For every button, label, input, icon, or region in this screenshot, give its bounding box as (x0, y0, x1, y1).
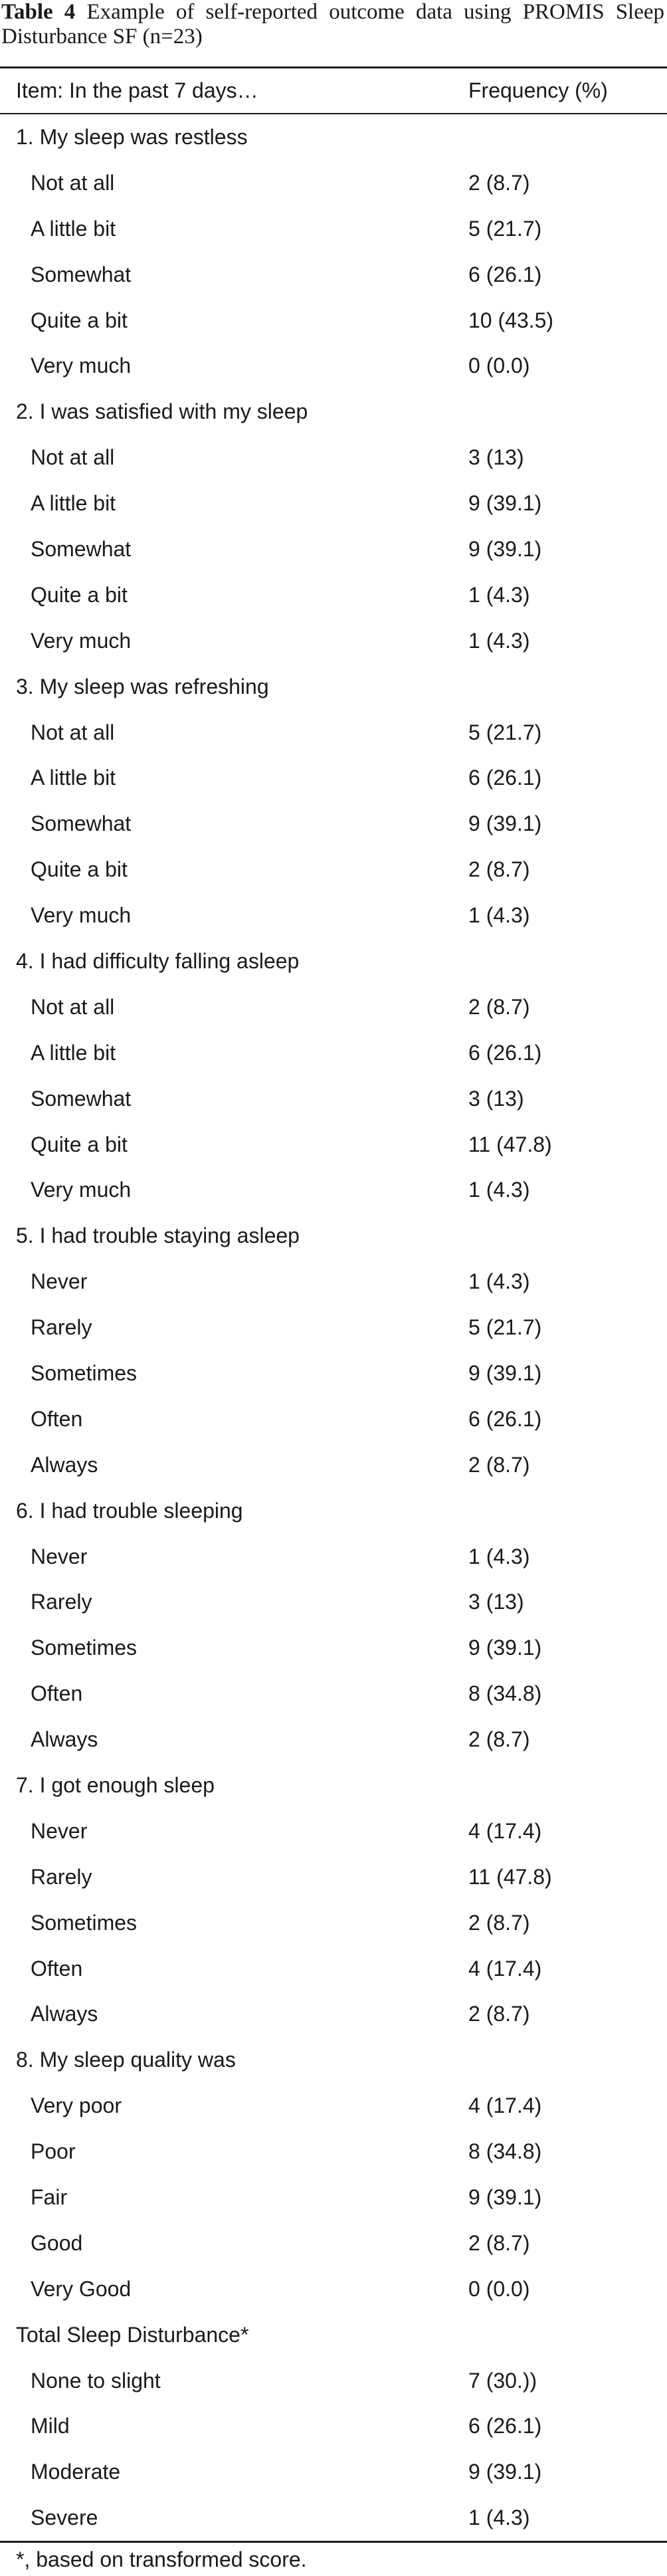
response-label: Very Good (31, 2276, 132, 2301)
frequency-value: 1 (4.3) (468, 903, 530, 928)
table-row (0, 526, 667, 572)
frequency-value: 2 (8.7) (468, 2002, 530, 2026)
frequency-value: 2 (8.7) (468, 994, 530, 1019)
response-label: Rarely (31, 1315, 92, 1340)
table-caption-text: Example of self-reported outcome data using PROMIS Sleep Disturbance SF (n=23) (1, 0, 665, 49)
frequency-value: 2 (8.7) (468, 1727, 530, 1752)
response-label: Quite a bit (31, 1132, 128, 1156)
table-caption (1, 0, 664, 49)
response-label: Not at all (31, 170, 115, 195)
frequency-value: 1 (4.3) (468, 582, 530, 607)
table-row (0, 343, 667, 389)
frequency-value: 1 (4.3) (468, 1269, 530, 1294)
table-section-row (0, 938, 667, 984)
frequency-value: 9 (39.1) (468, 2185, 542, 2210)
table-row (0, 435, 667, 481)
response-label: Always (31, 1727, 98, 1752)
frequency-value: 6 (26.1) (468, 2414, 542, 2438)
response-label: Poor (31, 2139, 76, 2164)
table-row (0, 1030, 667, 1076)
header-item: Item: In the past 7 days… (16, 78, 258, 102)
table-section-row (0, 1213, 667, 1259)
table-row (0, 1076, 667, 1122)
response-label: Quite a bit (31, 857, 128, 882)
table-row (0, 1350, 667, 1396)
frequency-value: 8 (34.8) (468, 2139, 542, 2164)
response-label: Never (31, 1818, 88, 1843)
table-row (0, 1808, 667, 1854)
frequency-value: 6 (26.1) (468, 262, 542, 286)
response-label: Always (31, 2002, 98, 2026)
section-label: 2. I was satisfied with my sleep (16, 399, 308, 424)
response-label: Somewhat (31, 536, 132, 561)
response-label: Somewhat (31, 262, 132, 286)
header-frequency: Frequency (%) (468, 78, 608, 102)
frequency-value: 0 (0.0) (468, 2276, 530, 2301)
frequency-value: 2 (8.7) (468, 857, 530, 882)
frequency-value: 3 (13) (468, 1590, 524, 1614)
response-label: Never (31, 1544, 88, 1568)
frequency-value: 11 (47.8) (468, 1864, 552, 1889)
response-label: Often (31, 1956, 83, 1981)
response-label: Sometimes (31, 1360, 138, 1385)
table-row (0, 1122, 667, 1168)
response-label: Often (31, 1406, 83, 1431)
response-label: Somewhat (31, 1086, 132, 1111)
frequency-value: 5 (21.7) (468, 216, 542, 241)
frequency-value: 1 (4.3) (468, 628, 530, 653)
frequency-value: 11 (47.8) (468, 1132, 552, 1156)
table-row (0, 1442, 667, 1488)
table-row (0, 1259, 667, 1305)
section-label: 7. I got enough sleep (16, 1773, 215, 1797)
response-label: Fair (31, 2185, 68, 2210)
table-row (0, 252, 667, 298)
table-row (0, 298, 667, 344)
section-label: 4. I had difficulty falling asleep (16, 948, 300, 973)
frequency-value: 8 (34.8) (468, 1681, 542, 1706)
response-label: Rarely (31, 1864, 92, 1889)
table-row (0, 1717, 667, 1763)
table-header-row (0, 68, 667, 113)
table-row (0, 1854, 667, 1900)
frequency-value: 9 (39.1) (468, 1360, 542, 1385)
table-row (0, 481, 667, 526)
table-row (0, 1625, 667, 1671)
frequency-value: 4 (17.4) (468, 2093, 542, 2118)
response-label: Somewhat (31, 811, 132, 836)
table-row (0, 1167, 667, 1213)
section-label: Total Sleep Disturbance* (16, 2322, 249, 2347)
table-row (0, 206, 667, 252)
table-row (0, 1305, 667, 1350)
response-label: Severe (31, 2506, 98, 2530)
table-section-row (0, 1488, 667, 1534)
response-label: Very much (31, 1178, 132, 1202)
frequency-value: 9 (39.1) (468, 811, 542, 836)
frequency-table (0, 66, 667, 2576)
frequency-value: 6 (26.1) (468, 1040, 542, 1065)
section-label: 3. My sleep was refreshing (16, 674, 269, 698)
response-label: Quite a bit (31, 582, 128, 607)
table-row (0, 1396, 667, 1442)
table-row (0, 893, 667, 938)
frequency-value: 4 (17.4) (468, 1956, 542, 1981)
table-row (0, 1580, 667, 1626)
table-body (0, 114, 667, 2541)
table-row (0, 710, 667, 756)
frequency-value: 6 (26.1) (468, 1406, 542, 1431)
table-row (0, 2266, 667, 2312)
response-label: Rarely (31, 1590, 92, 1614)
frequency-value: 5 (21.7) (468, 720, 542, 744)
frequency-value: 2 (8.7) (468, 2230, 530, 2255)
table-row (0, 2358, 667, 2404)
response-label: Not at all (31, 720, 115, 744)
response-label: Very much (31, 903, 132, 928)
response-label: Sometimes (31, 1636, 138, 1660)
response-label: Not at all (31, 994, 115, 1019)
frequency-value: 9 (39.1) (468, 491, 542, 516)
frequency-value: 9 (39.1) (468, 1636, 542, 1660)
table-section-row (0, 2037, 667, 2083)
frequency-value: 2 (8.7) (468, 170, 530, 195)
frequency-value: 1 (4.3) (468, 1178, 530, 1202)
table-row (0, 160, 667, 206)
response-label: Moderate (31, 2460, 121, 2484)
table-row (0, 801, 667, 847)
table-section-row (0, 1763, 667, 1808)
table-row (0, 1946, 667, 1992)
response-label: None to slight (31, 2368, 161, 2393)
frequency-value: 1 (4.3) (468, 1544, 530, 1568)
response-label: Often (31, 1681, 83, 1706)
frequency-value: 3 (13) (468, 445, 524, 470)
frequency-value: 9 (39.1) (468, 2460, 542, 2484)
table-section-row (0, 2312, 667, 2358)
response-label: Very poor (31, 2093, 122, 2118)
frequency-value: 6 (26.1) (468, 766, 542, 790)
table-row (0, 1900, 667, 1946)
table-row (0, 984, 667, 1030)
table-section-row (0, 114, 667, 160)
response-label: Not at all (31, 445, 115, 470)
frequency-value: 1 (4.3) (468, 2506, 530, 2530)
frequency-value: 0 (0.0) (468, 354, 530, 378)
table-section-row (0, 664, 667, 710)
section-label: 1. My sleep was restless (16, 124, 248, 149)
table-footnote: *, based on transformed score. (16, 2547, 307, 2571)
table-row (0, 2404, 667, 2450)
table-section-row (0, 389, 667, 435)
table-row (0, 847, 667, 893)
section-label: 5. I had trouble staying asleep (16, 1224, 300, 1248)
response-label: Very much (31, 354, 132, 378)
frequency-value: 7 (30.)) (468, 2368, 537, 2393)
frequency-value: 5 (21.7) (468, 1315, 542, 1340)
response-label: A little bit (31, 766, 116, 790)
table-row (0, 2449, 667, 2495)
table-row (0, 2175, 667, 2220)
table-row (0, 618, 667, 664)
table-row (0, 2495, 667, 2541)
response-label: Good (31, 2230, 83, 2255)
frequency-value: 9 (39.1) (468, 536, 542, 561)
table-row (0, 1671, 667, 1717)
table-row (0, 1534, 667, 1580)
response-label: A little bit (31, 216, 116, 241)
table-row (0, 2129, 667, 2175)
table-row (0, 2220, 667, 2266)
table-row (0, 1992, 667, 2038)
response-label: Sometimes (31, 1910, 138, 1935)
frequency-value: 3 (13) (468, 1086, 524, 1111)
frequency-value: 10 (43.5) (468, 308, 554, 332)
table-row (0, 755, 667, 801)
frequency-value: 4 (17.4) (468, 1818, 542, 1843)
response-label: A little bit (31, 491, 116, 516)
section-label: 8. My sleep quality was (16, 2048, 236, 2072)
table-row (0, 2083, 667, 2129)
response-label: Always (31, 1452, 98, 1477)
response-label: Quite a bit (31, 308, 128, 332)
table-row (0, 572, 667, 618)
table-caption-label: Table 4 (1, 0, 76, 24)
frequency-value: 2 (8.7) (468, 1910, 530, 1935)
response-label: A little bit (31, 1040, 116, 1065)
response-label: Never (31, 1269, 88, 1294)
section-label: 6. I had trouble sleeping (16, 1498, 243, 1523)
response-label: Very much (31, 628, 132, 653)
response-label: Mild (31, 2414, 70, 2438)
frequency-value: 2 (8.7) (468, 1452, 530, 1477)
